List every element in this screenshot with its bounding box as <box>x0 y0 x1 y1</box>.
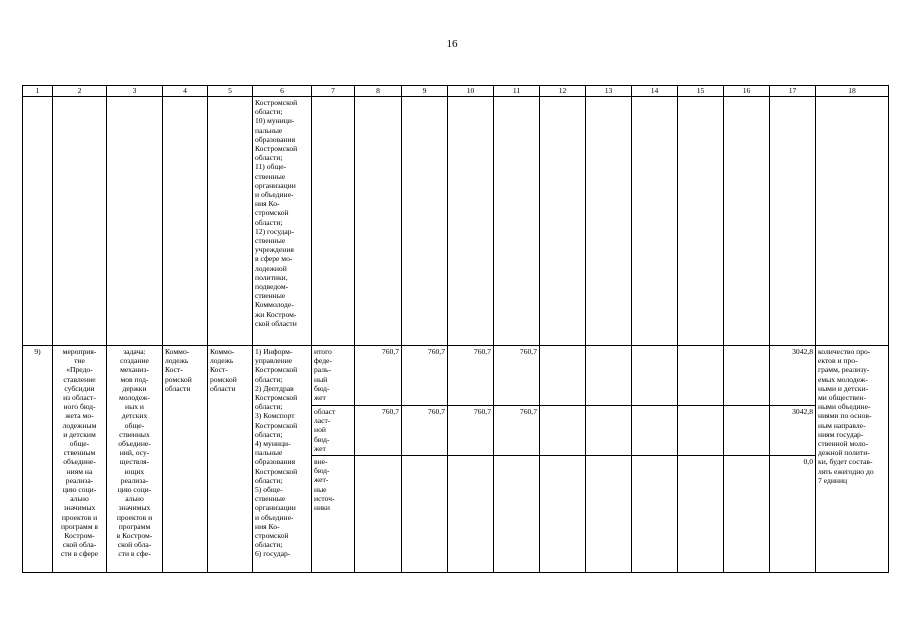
funding-value <box>402 456 448 573</box>
funding-value <box>494 456 540 573</box>
column-header: 17 <box>770 86 816 97</box>
funding-source: итого феде- раль- ный бюд- жет <box>312 346 355 406</box>
executors-continued: Костромской области; 10) муници- пальные образования Костромской области; 11) обще- ственные организации и объедине- ния Ко- стромской области; 12) государ- ственные учреждения в сфере мо- лодежной политики, подведом- ственные Коммолоде- жи Костром- ской области <box>253 97 312 346</box>
table-row <box>23 346 889 406</box>
column-header: 18 <box>816 86 889 97</box>
funding-value: 760,7 <box>355 346 402 406</box>
funding-value: 760,7 <box>355 406 402 456</box>
column-header: 7 <box>312 86 355 97</box>
funding-value: 760,7 <box>494 406 540 456</box>
column-header: 15 <box>678 86 724 97</box>
expected-result: количество про- ектов и про- грамм, реализу- емых молодеж- ными и детски- ми обществен- ными объедине- ниями по основ- ным направле- ниям государ- ственной моло- дежной полити- ки, будет состав- лять ежегодно до 7 единиц <box>816 346 889 573</box>
column-header: 13 <box>586 86 632 97</box>
column-header: 9 <box>402 86 448 97</box>
column-header: 5 <box>208 86 253 97</box>
funding-value: 760,7 <box>402 346 448 406</box>
coordinator: Коммо- лодежь Кост- ромской области <box>208 346 253 573</box>
funding-value <box>355 456 402 573</box>
funding-source: област ласт- ной бюд- жет <box>312 406 355 456</box>
program-table <box>22 85 889 573</box>
funding-total: 3042,8 <box>770 346 816 406</box>
funding-value: 760,7 <box>448 346 494 406</box>
funding-value: 760,7 <box>448 406 494 456</box>
column-header: 1 <box>23 86 53 97</box>
column-header: 6 <box>253 86 312 97</box>
column-header: 8 <box>355 86 402 97</box>
column-header: 12 <box>540 86 586 97</box>
responsible-executor: Коммо- лодежь Кост- ромской области <box>163 346 208 573</box>
funding-total: 3042,8 <box>770 406 816 456</box>
column-number-row <box>23 86 889 97</box>
column-header: 2 <box>53 86 107 97</box>
task-description: задача: создание механиз- мов под- держки молодеж- ных и детских обще- ственных объедине- ний, осу- ществля- ющих реализа- цию соци- ально значимых проектов и программ в Костром- ской обла- сти в сфе- <box>107 346 163 573</box>
row-number: 9) <box>23 346 53 573</box>
column-header: 3 <box>107 86 163 97</box>
continued-row <box>23 97 889 346</box>
funding-source: вне- бюд- жет- ные источ- ники <box>312 456 355 573</box>
funding-total: 0,0 <box>770 456 816 573</box>
column-header: 11 <box>494 86 540 97</box>
funding-value: 760,7 <box>494 346 540 406</box>
column-header: 16 <box>724 86 770 97</box>
column-header: 14 <box>632 86 678 97</box>
funding-value <box>448 456 494 573</box>
column-header: 4 <box>163 86 208 97</box>
activity-name: мероприя- тие «Предо- ставление субсидии из област- ного бюд- жета мо- лодежным и детским обще- ственным объедине- ниям на реализа- цию соци- ально значимых проектов и программ в Костром- ской обла- сти в сфере <box>53 346 107 573</box>
column-header: 10 <box>448 86 494 97</box>
page-number: 16 <box>446 38 458 50</box>
co-executors: 1) Информ- управление Костромской области; 2) Дептдрав Костромской области; 3) Комспорт Костромской области; 4) муници- пальные образования Костромской области; 5) обще- ственные организации и объедине- ния Ко- стромской области; 6) государ- <box>253 346 312 573</box>
funding-value: 760,7 <box>402 406 448 456</box>
